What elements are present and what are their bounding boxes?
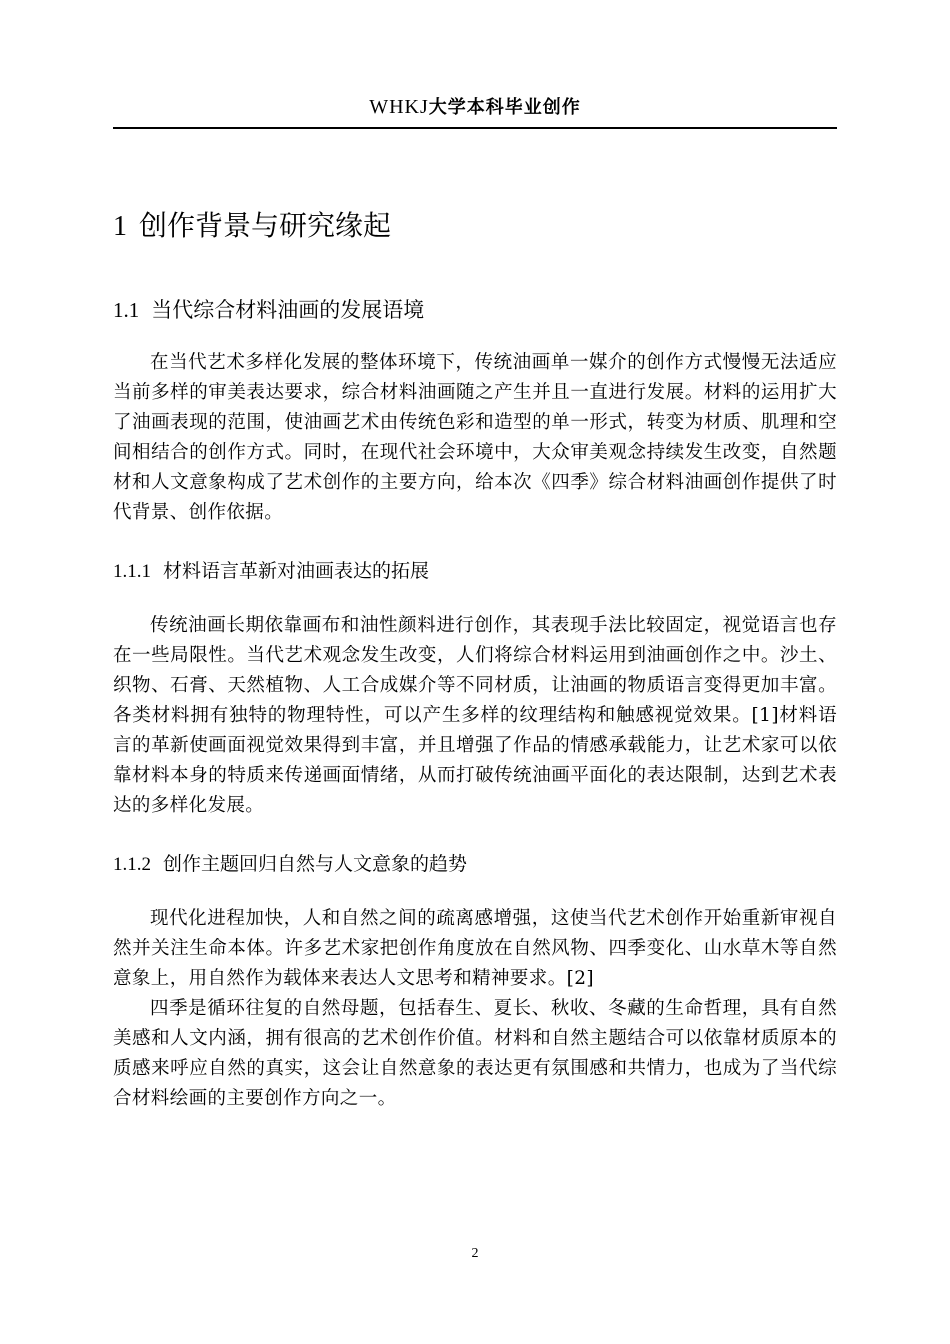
subsection-number: 1.1.1: [113, 561, 151, 582]
page-body: [113, 205, 837, 1114]
body-paragraph: 四季是循环往复的自然母题，包括春生、夏长、秋收、冬藏的生命哲理，具有自然美感和人文内涵，拥有很高的艺术创作价值。材料和自然主题结合可以依靠材质原本的质感来呼应自然的真实，这会让自然意象的表达更有氛围感和共情力，也成为了当代综合材料绘画的主要创作方向之一。: [113, 998, 837, 1109]
subsection-number: 1.1.2: [113, 854, 151, 875]
body-paragraph: 传统油画长期依靠画布和油性颜料进行创作，其表现手法比较固定，视觉语言也存在一些局限性。当代艺术观念发生改变，人们将综合材料运用到油画创作之中。沙土、织物、石膏、天然植物、人工合成媒介等不同材质，让油画的物质语言变得更加丰富。各类材料拥有独特的物理特性，可以产生多样的纹理结构和触感视觉效果。[1]材料语言的革新使画面视觉效果得到丰富，并且增强了作品的情感承载能力，让艺术家可以依靠材料本身的特质来传递画面情绪，从而打破传统油画平面化的表达限制，达到艺术表达的多样化发展。: [113, 615, 837, 816]
header-title: 大学本科毕业创作: [428, 97, 581, 118]
header-school-code: WHKJ: [369, 96, 429, 118]
header-divider: [113, 127, 837, 129]
subsection-heading-1-1-2: [113, 849, 837, 880]
page-number: 2: [471, 1246, 479, 1261]
body-paragraph: 在当代艺术多样化发展的整体环境下，传统油画单一媒介的创作方式慢慢无法适应当前多样的审美表达要求，综合材料油画随之产生并且一直进行发展。材料的运用扩大了油画表现的范围，使油画艺术由传统色彩和造型的单一形式，转变为材质、肌理和空间相结合的创作方式。同时，在现代社会环境中，大众审美观念持续发生改变，自然题材和人文意象构成了艺术创作的主要方向，给本次《四季》综合材料油画创作提供了时代背景、创作依据。: [113, 352, 837, 523]
subsection-heading-1-1-1: [113, 556, 837, 587]
chapter-heading: [113, 205, 837, 248]
subsection-title: 创作主题回归自然与人文意象的趋势: [163, 853, 468, 875]
page-header: [0, 93, 950, 119]
section-heading-1-1: [113, 294, 837, 326]
body-paragraph: 现代化进程加快，人和自然之间的疏离感增强，这使当代艺术创作开始重新审视自然并关注生命本体。许多艺术家把创作角度放在自然风物、四季变化、山水草木等自然意象上，用自然作为载体来表达人文思考和精神要求。[2]: [113, 908, 837, 989]
section-title: 当代综合材料油画的发展语境: [151, 298, 425, 322]
section-number: 1.1: [113, 298, 140, 322]
chapter-number: 1: [113, 211, 127, 242]
subsection-title: 材料语言革新对油画表达的拓展: [163, 560, 430, 582]
chapter-title: 创作背景与研究缘起: [139, 209, 392, 242]
